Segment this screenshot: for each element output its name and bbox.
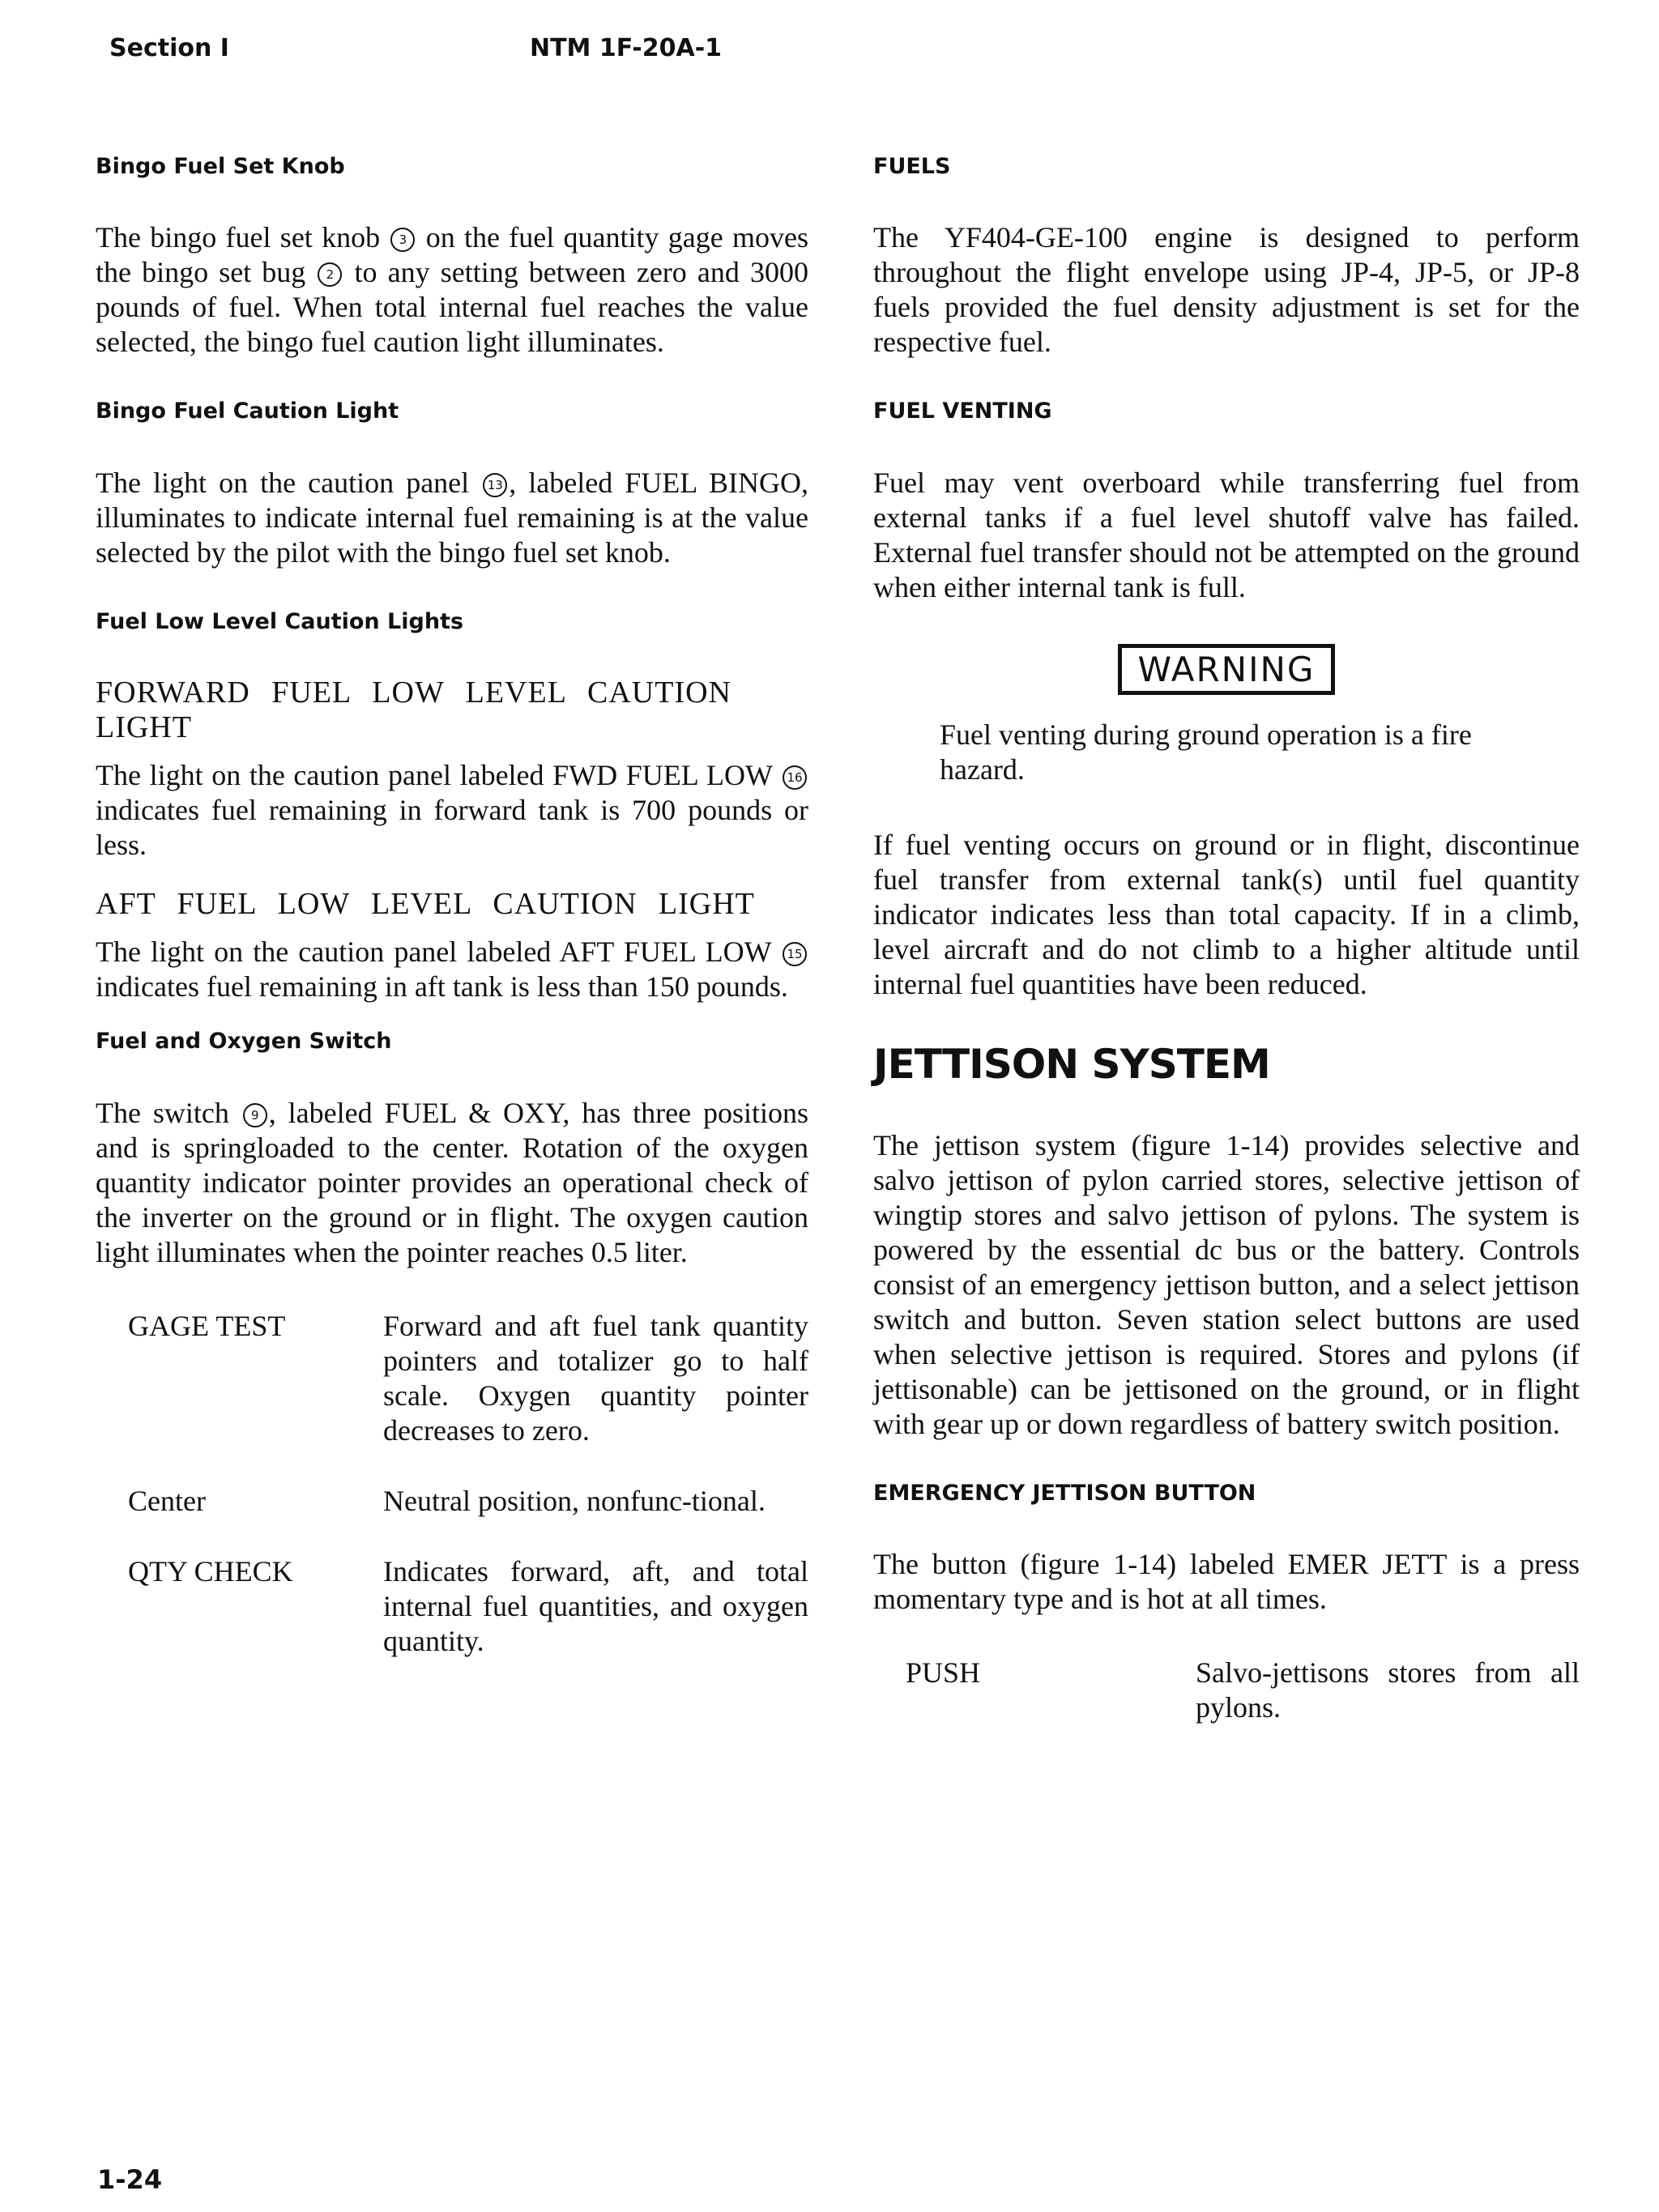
subheading-aft-fuel-low: AFT FUEL LOW LEVEL CAUTION LIGHT xyxy=(96,887,755,922)
position-row xyxy=(96,1309,808,1448)
position-row xyxy=(873,1656,1580,1725)
paragraph-bingo-fuel-set-knob: The bingo fuel set knob 3 on the fuel quantity gage moves the bingo set bug 2 to any setting between zero and 3000 pounds of fuel. When total internal fuel reaches the value selected, the bingo fuel caution light illuminates. xyxy=(96,221,809,359)
callout-marker: 2 xyxy=(318,262,342,287)
paragraph-emergency-jettison-button: The button (figure 1-14) labeled EMER JETT is a press momentary type and is hot at all times. xyxy=(873,1548,1580,1616)
warning-text: Fuel venting during ground operation is a fire hazard. xyxy=(940,718,1472,786)
position-description: Salvo-jettisons stores from all pylons. xyxy=(1196,1656,1580,1724)
position-description: Forward and aft fuel tank quantity pointers and totalizer go to half scale. Oxygen quantity pointer decreases to zero. xyxy=(383,1309,808,1447)
right-column xyxy=(873,154,1580,1761)
page-number: 1-24 xyxy=(97,2164,163,2195)
paragraph-forward-fuel-low: The light on the caution panel labeled FWD FUEL LOW 16 indicates fuel remaining in forward tank is 700 pounds or less. xyxy=(96,759,808,862)
heading-fuel-oxygen-switch: Fuel and Oxygen Switch xyxy=(96,1029,392,1055)
heading-emergency-jettison-button: EMERGENCY JETTISON BUTTON xyxy=(873,1480,1256,1506)
warning-label: WARNING xyxy=(1118,644,1336,695)
warning-block xyxy=(873,644,1580,695)
left-column xyxy=(96,154,808,1694)
paragraph-jettison-system: The jettison system (figure 1-14) provides selective and salvo jettison of pylon carried stores, selective jettison of wingtip stores and salvo jettison of pylons. The system is powered by the essential dc bus or the battery. Controls consist of an emergency jettison button, and a select jettison switch and button. Seven station select buttons are used when selective jettison is required. Stores and pylons (if jettisonable) can be jettisoned on the ground, or in flight with gear up or down regardless of battery switch position. xyxy=(873,1128,1580,1440)
section-label: Section I xyxy=(109,34,229,62)
position-term: PUSH xyxy=(906,1656,981,1690)
paragraph-venting-procedure: If fuel venting occurs on ground or in flight, discontinue fuel transfer from external tank(s) until fuel quantity indicator indicates less than total capacity. If in a climb, level aircraft and do not climb to a higher altitude until internal fuel quantities have been reduced. xyxy=(873,828,1580,1000)
paragraph-bingo-fuel-caution-light: The light on the caution panel 13 , labeled FUEL BINGO, illuminates to indicate internal fuel remaining is at the value selected by the pilot with the bingo fuel set knob. xyxy=(96,466,809,569)
heading-fuel-venting: FUEL VENTING xyxy=(873,399,1052,424)
heading-bingo-fuel-set-knob: Bingo Fuel Set Knob xyxy=(96,154,345,179)
paragraph-fuel-oxygen-switch: The switch 9 , labeled FUEL & OXY, has three positions and is springloaded to the center. Rotation of the oxygen quantity indicator pointer provides an operational check of the inverter on the ground or in flight. The oxygen caution light illuminates when the pointer reaches 0.5 liter. xyxy=(96,1096,809,1268)
callout-marker: 9 xyxy=(243,1103,267,1127)
switch-positions-table xyxy=(96,1309,808,1659)
callout-marker: 3 xyxy=(390,228,415,252)
position-row xyxy=(96,1554,808,1659)
heading-jettison-system: JETTISON SYSTEM xyxy=(873,1040,1270,1088)
position-row xyxy=(96,1484,808,1519)
paragraph-fuels: The YF404-GE-100 engine is designed to perform throughout the flight envelope using JP-4, JP-5, or JP-8 fuels provided the fuel density adjustment is set for the respective fuel. xyxy=(873,221,1580,359)
position-term: QTY CHECK xyxy=(128,1554,293,1588)
heading-fuel-low-level: Fuel Low Level Caution Lights xyxy=(96,608,464,634)
position-term: Center xyxy=(128,1484,206,1517)
heading-fuels: FUELS xyxy=(873,154,951,179)
button-positions-table xyxy=(873,1656,1580,1725)
position-description: Indicates forward, aft, and total internal fuel quantities, and oxygen quantity. xyxy=(383,1554,808,1657)
document-id: NTM 1F-20A-1 xyxy=(529,34,723,62)
paragraph-aft-fuel-low: The light on the caution panel labeled AFT FUEL LOW 15 indicates fuel remaining in aft tank is less than 150 pounds. xyxy=(96,935,808,1004)
callout-marker: 15 xyxy=(783,942,807,966)
callout-marker: 16 xyxy=(783,765,807,790)
heading-bingo-fuel-caution-light: Bingo Fuel Caution Light xyxy=(96,399,399,424)
subheading-forward-fuel-low: FORWARD FUEL LOW LEVEL CAUTION LIGHT xyxy=(96,676,731,745)
paragraph-fuel-venting: Fuel may vent overboard while transferring fuel from external tanks if a fuel level shutoff valve has failed. External fuel transfer should not be attempted on the ground when either internal tank is full. xyxy=(873,466,1580,603)
position-description: Neutral position, nonfunc-tional. xyxy=(383,1484,766,1517)
callout-marker: 13 xyxy=(483,473,507,497)
position-term: GAGE TEST xyxy=(128,1309,286,1342)
